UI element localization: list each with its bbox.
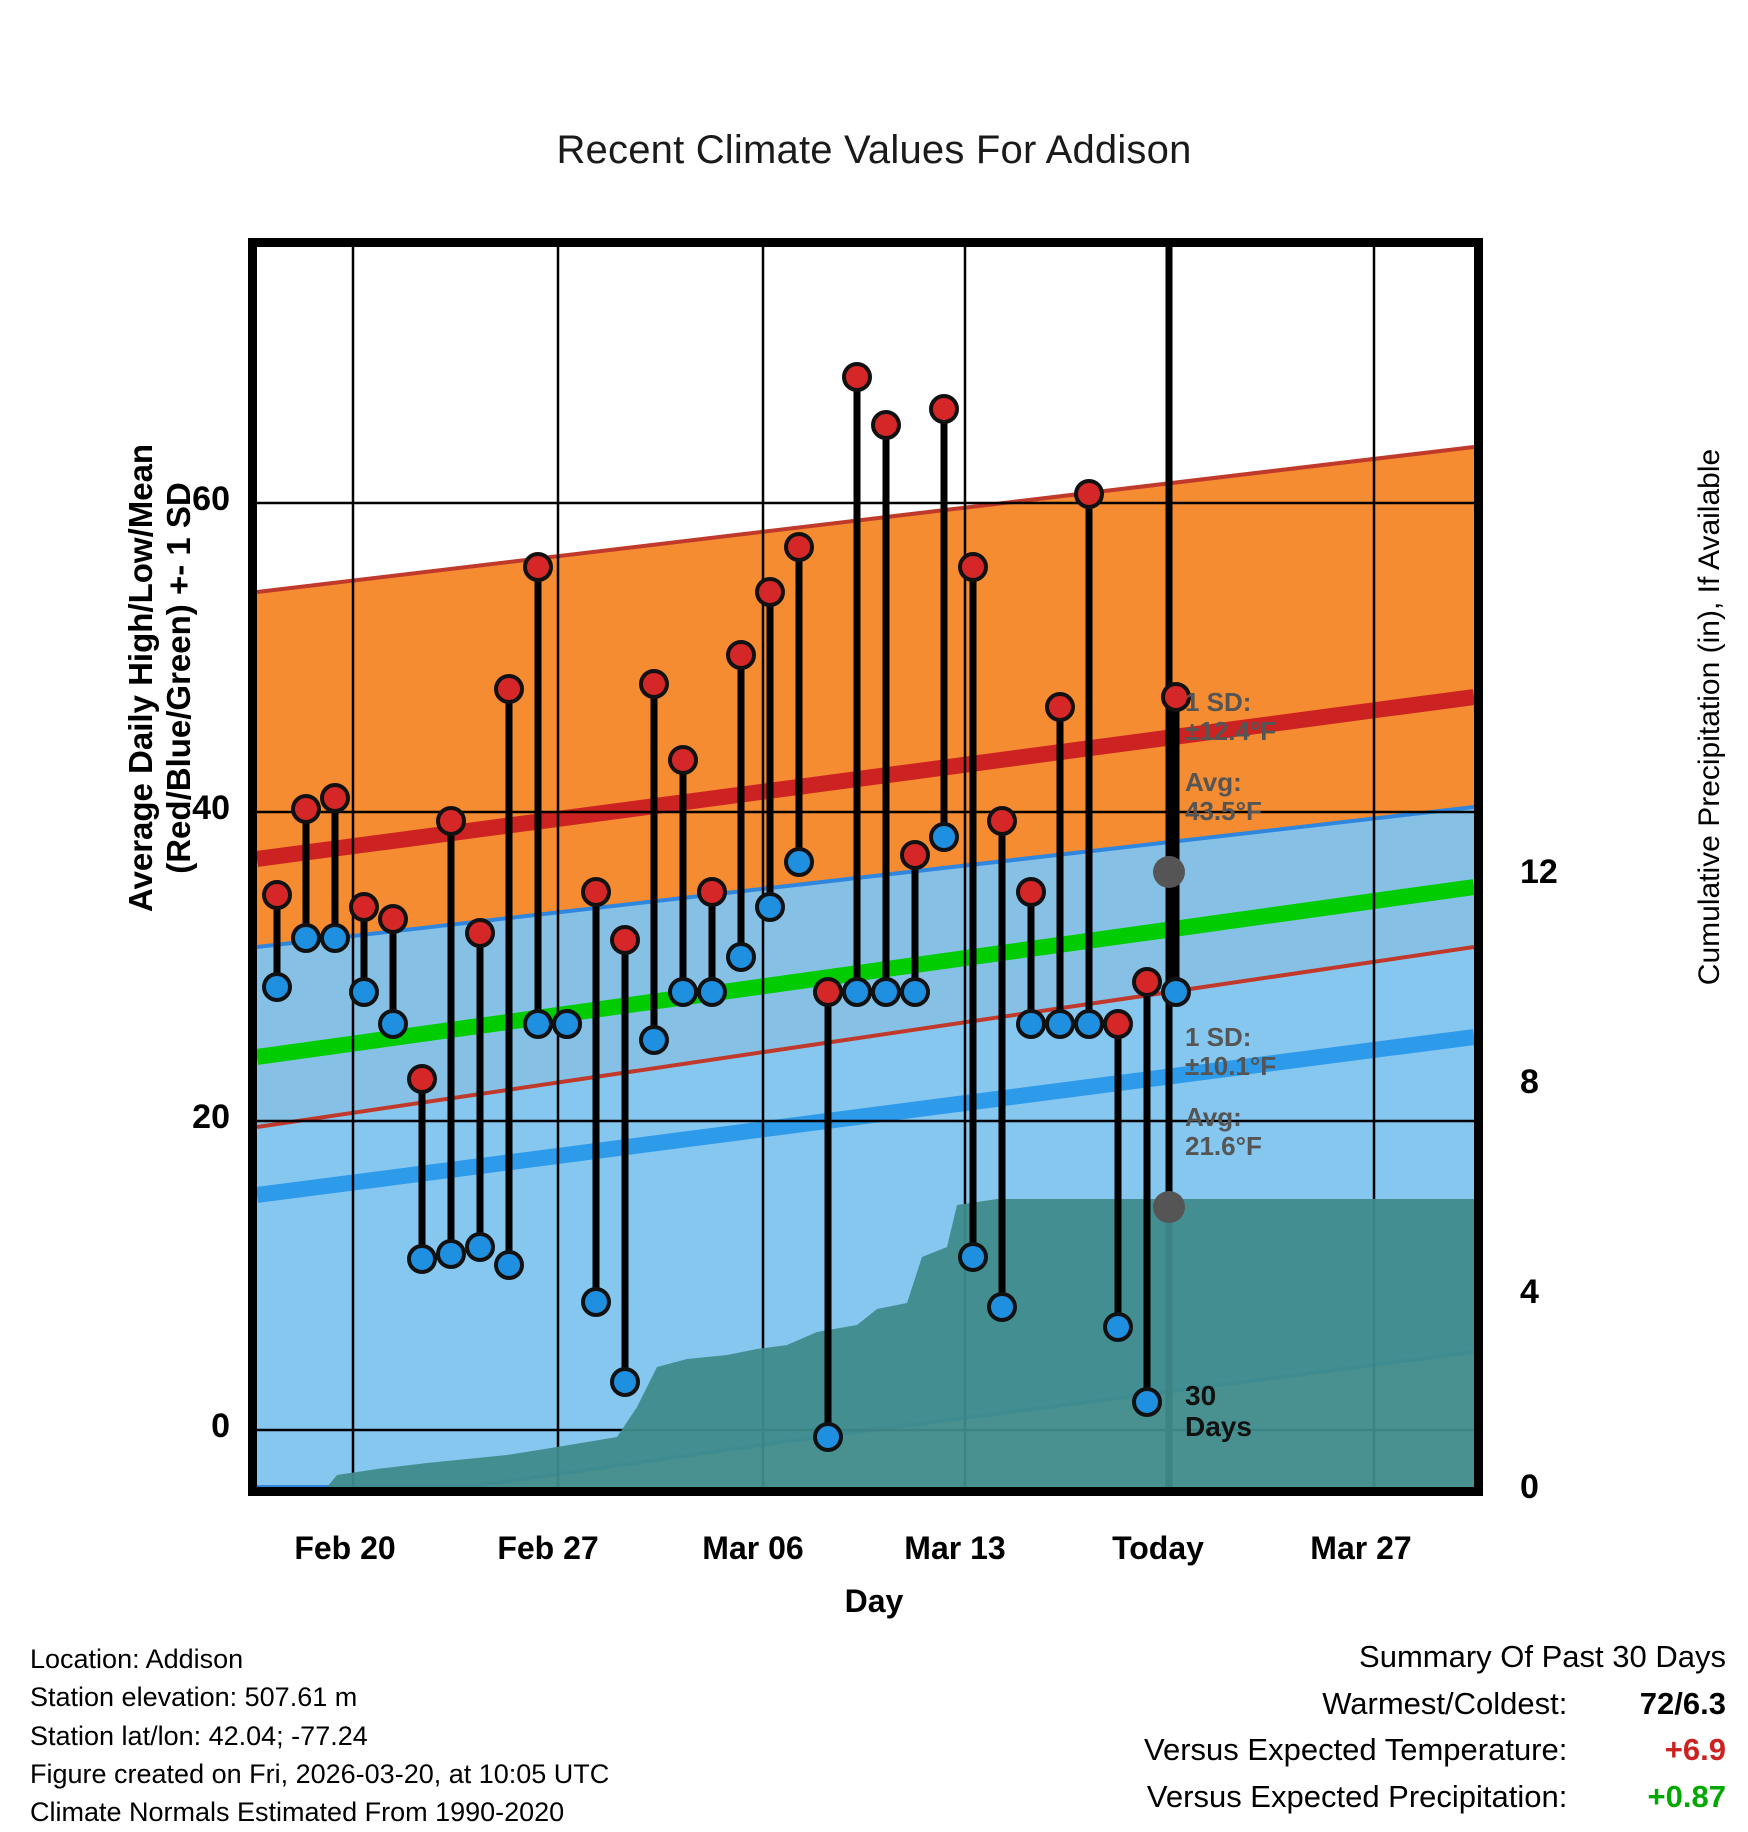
y-tick-left-20: 20 — [192, 1098, 230, 1136]
x-tick-mar-27: Mar 27 — [1310, 1530, 1412, 1566]
summary-label: Versus Expected Precipitation: — [1146, 1778, 1568, 1814]
x-tick-mar-13: Mar 13 — [904, 1530, 1006, 1566]
y-axis-label-left: Average Daily High/Low/Mean (Red/Blue/Green) +- 1 SD — [122, 443, 197, 913]
y-tick-left-40: 40 — [192, 789, 230, 827]
x-tick-feb-20: Feb 20 — [294, 1530, 396, 1566]
page-title: Recent Climate Values For Addison — [556, 128, 1192, 172]
summary-row-vs-temperature — [1144, 1727, 1726, 1774]
station-metadata — [30, 1640, 609, 1832]
today-low-normal-marker — [1153, 1191, 1185, 1223]
y-axis-label-right: Cumulative Precipitation (in), If Available — [1693, 448, 1726, 986]
location-text: Location: Addison — [30, 1644, 244, 1674]
low-normal-annotation: 1 SD: ±10.1°F Avg: 21.6°F — [1185, 1022, 1277, 1162]
summary-row-vs-precipitation — [1144, 1774, 1726, 1821]
high-normal-annotation: 1 SD: ±12.4°F Avg: 43.5°F — [1185, 687, 1277, 827]
normals-text: Climate Normals Estimated From 1990-2020 — [30, 1797, 565, 1828]
x-tick-mar-06: Mar 06 — [702, 1530, 804, 1566]
y-tick-right-8: 8 — [1520, 1063, 1539, 1101]
created-text: Figure created on Fri, 2026-03-20, at 10:05 UTC — [30, 1758, 610, 1789]
summary-panel — [1144, 1634, 1726, 1820]
summary-heading: Summary Of Past 30 Days — [1359, 1639, 1726, 1674]
x-axis-label: Day — [844, 1583, 904, 1619]
summary-row-warmest-coldest — [1144, 1681, 1726, 1728]
summary-label: Warmest/Coldest: — [1322, 1685, 1568, 1721]
summary-label: Versus Expected Temperature: — [1144, 1732, 1568, 1767]
summary-value: +6.9 — [1664, 1732, 1726, 1767]
x-tick-feb-27: Feb 27 — [497, 1530, 599, 1566]
y-tick-right-12: 12 — [1520, 853, 1558, 891]
climate-chart-plot[interactable] — [248, 238, 1483, 1496]
latlon-text: Station lat/lon: 42.04; -77.24 — [30, 1720, 368, 1751]
elevation-text: Station elevation: 507.61 m — [30, 1682, 358, 1713]
summary-value: 72/6.3 — [1639, 1685, 1726, 1721]
y-tick-right-0: 0 — [1520, 1468, 1539, 1506]
y-tick-right-4: 4 — [1520, 1273, 1539, 1311]
summary-value: +0.87 — [1647, 1778, 1726, 1814]
x-tick-today: Today — [1112, 1530, 1204, 1566]
y-tick-left-60: 60 — [192, 480, 230, 518]
y-tick-left-0: 0 — [211, 1407, 230, 1445]
today-high-normal-marker — [1153, 856, 1185, 888]
period-annotation: 30 Days — [1185, 1380, 1252, 1443]
chart-svg — [257, 247, 1474, 1487]
